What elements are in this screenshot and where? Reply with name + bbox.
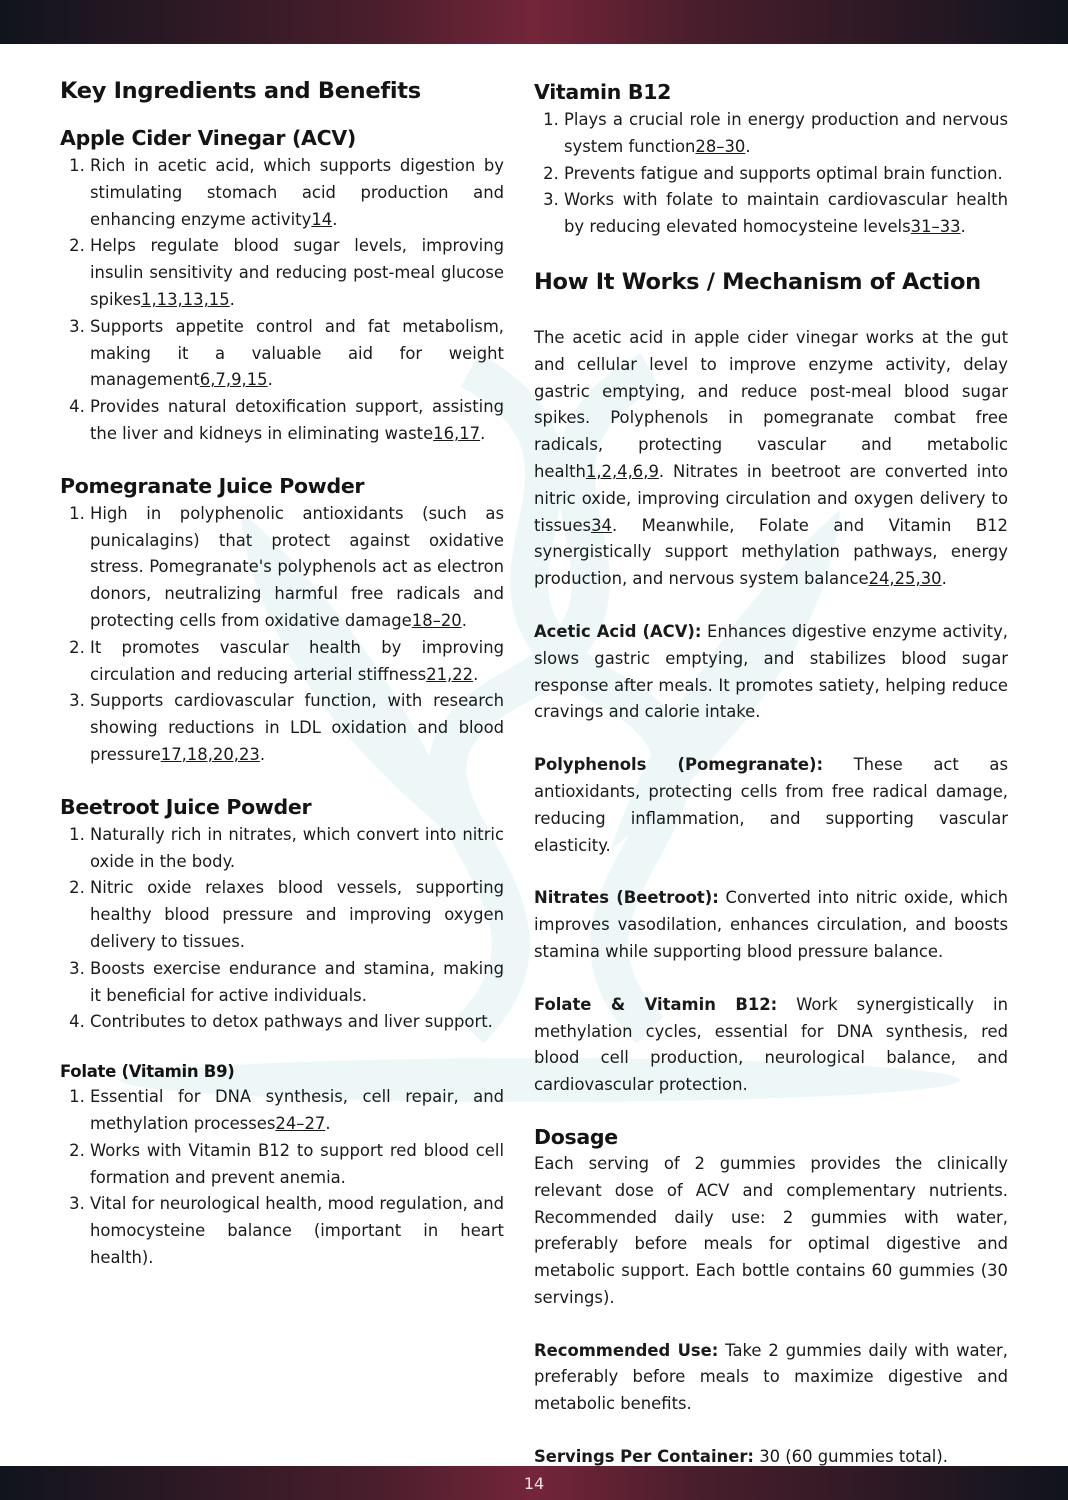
list-item: 1. Naturally rich in nitrates, which convert into nitric oxide in the body.: [90, 822, 504, 876]
recommended-use: Recommended Use: Take 2 gummies daily with water, preferably before meals to maximize digestive and metabolic benefits.: [534, 1340, 1008, 1414]
citation-link[interactable]: 1,2,4,6,9: [585, 461, 659, 481]
servings-per-container: Servings Per Container: 30 (60 gummies total).: [534, 1447, 948, 1467]
pomegranate-list: [60, 501, 504, 769]
citation-link[interactable]: 24,25,30: [868, 569, 942, 589]
b12-heading: Vitamin B12: [534, 80, 672, 104]
header-bar: [0, 0, 1068, 44]
list-item: 2. Helps regulate blood sugar levels, improving insulin sensitivity and reducing post-meal glucose spikes1,13,13,15.: [90, 233, 504, 313]
citation-link[interactable]: 34: [591, 515, 612, 535]
citation-link[interactable]: 17,18,20,23: [160, 744, 260, 764]
list-item: 2. Prevents fatigue and supports optimal brain function.: [564, 161, 1008, 188]
citation-link[interactable]: 24–27: [275, 1113, 326, 1133]
mechanism-heading: How It Works / Mechanism of Action: [534, 268, 981, 295]
list-item: 2. Works with Vitamin B12 to support red blood cell formation and prevent anemia.: [90, 1138, 504, 1192]
page-number: 14: [523, 1473, 545, 1493]
citation-link[interactable]: 1,13,13,15: [141, 289, 230, 309]
beetroot-heading: Beetroot Juice Powder: [60, 794, 312, 819]
list-item: 1. High in polyphenolic antioxidants (such as punicalagins) that protect against oxidative stress. Pomegranate's polyphenols act as electron donors, neutralizing harmful free radicals and protecting cells from oxidative damage18–20.: [90, 501, 504, 635]
acv-heading: Apple Cider Vinegar (ACV): [60, 126, 356, 150]
section-title: Key Ingredients and Benefits: [60, 78, 421, 104]
list-item: 3. Works with folate to maintain cardiovascular health by reducing elevated homocysteine levels31–33.: [564, 187, 1008, 241]
list-item: 1. Essential for DNA synthesis, cell repair, and methylation processes24–27.: [90, 1084, 504, 1138]
list-item: 4. Provides natural detoxification support, assisting the liver and kidneys in eliminating waste16,17.: [90, 394, 504, 448]
mechanism-paragraph: The acetic acid in apple cider vinegar works at the gut and cellular level to improve enzyme activity, delay gastric emptying, and reduce post-meal blood sugar spikes. Polyphenols in pomegranate combat free radicals, protecting vascular and metabolic health1,2,4,6,9. Nitrates in beetroot are converted into nitric oxide, improving circulation and oxygen delivery to tissues34. Meanwhile, Folate and Vitamin B12 synergistically support methylation pathways, energy production, and nervous system balance24,25,30.: [534, 327, 1008, 589]
acv-mechanism: Acetic Acid (ACV): Enhances digestive enzyme activity, slows gastric emptying, and stabilizes blood sugar response after meals. It promotes satiety, helping reduce cravings and calorie intake.: [534, 621, 1008, 722]
pomegranate-heading: Pomegranate Juice Powder: [60, 473, 365, 498]
folate-list: [60, 1084, 504, 1272]
left-column: [60, 70, 504, 1272]
beetroot-list: [60, 822, 504, 1036]
list-item: 3. Boosts exercise endurance and stamina, making it beneficial for active individuals.: [90, 956, 504, 1010]
b12-list: [534, 107, 1008, 241]
footer-bar: [0, 1466, 1068, 1500]
right-column: [534, 70, 1008, 1471]
dosage-heading: Dosage: [534, 1124, 618, 1149]
citation-link[interactable]: 28–30: [695, 136, 746, 156]
list-item: 3. Vital for neurological health, mood regulation, and homocysteine balance (important in heart health).: [90, 1191, 504, 1271]
list-item: 1. Rich in acetic acid, which supports digestion by stimulating stomach acid production and enhancing enzyme activity14.: [90, 153, 504, 233]
list-item: 3. Supports appetite control and fat metabolism, making it a valuable aid for weight management6,7,9,15.: [90, 314, 504, 394]
citation-link[interactable]: 14: [311, 209, 333, 229]
list-item: 4. Contributes to detox pathways and liver support.: [90, 1009, 504, 1036]
citation-link[interactable]: 21,22: [426, 664, 474, 684]
citation-link[interactable]: 31–33: [910, 217, 961, 237]
dosage-text: Each serving of 2 gummies provides the clinically relevant dose of ACV and complementary nutrients. Recommended daily use: 2 gummies with water, preferably before meals for optimal digestive and metabolic support. Each bottle contains 60 gummies (30 servings).: [534, 1153, 1008, 1307]
citation-link[interactable]: 16,17: [433, 423, 481, 443]
folate-b12-mechanism: Folate & Vitamin B12: Work synergistically in methylation cycles, essential for DNA synthesis, red blood cell production, neurological balance, and cardiovascular protection.: [534, 994, 1008, 1095]
list-item: 1. Plays a crucial role in energy production and nervous system function28–30.: [564, 107, 1008, 161]
citation-link[interactable]: 6,7,9,15: [199, 370, 268, 390]
list-item: 2. Nitric oxide relaxes blood vessels, supporting healthy blood pressure and improving oxygen delivery to tissues.: [90, 875, 504, 955]
list-item: 2. It promotes vascular health by improving circulation and reducing arterial stiffness21,22.: [90, 635, 504, 689]
polyphenols-mechanism: Polyphenols (Pomegranate): These act as antioxidants, protecting cells from free radical damage, reducing inflammation, and supporting vascular elasticity.: [534, 755, 1008, 855]
list-item: 3. Supports cardiovascular function, with research showing reductions in LDL oxidation and blood pressure17,18,20,23.: [90, 688, 504, 768]
nitrates-mechanism: Nitrates (Beetroot): Converted into nitric oxide, which improves vasodilation, enhances circulation, and boosts stamina while supporting blood pressure balance.: [534, 888, 1008, 961]
acv-list: [60, 153, 504, 448]
folate-heading: Folate (Vitamin B9): [60, 1062, 235, 1082]
citation-link[interactable]: 18–20: [411, 610, 462, 630]
